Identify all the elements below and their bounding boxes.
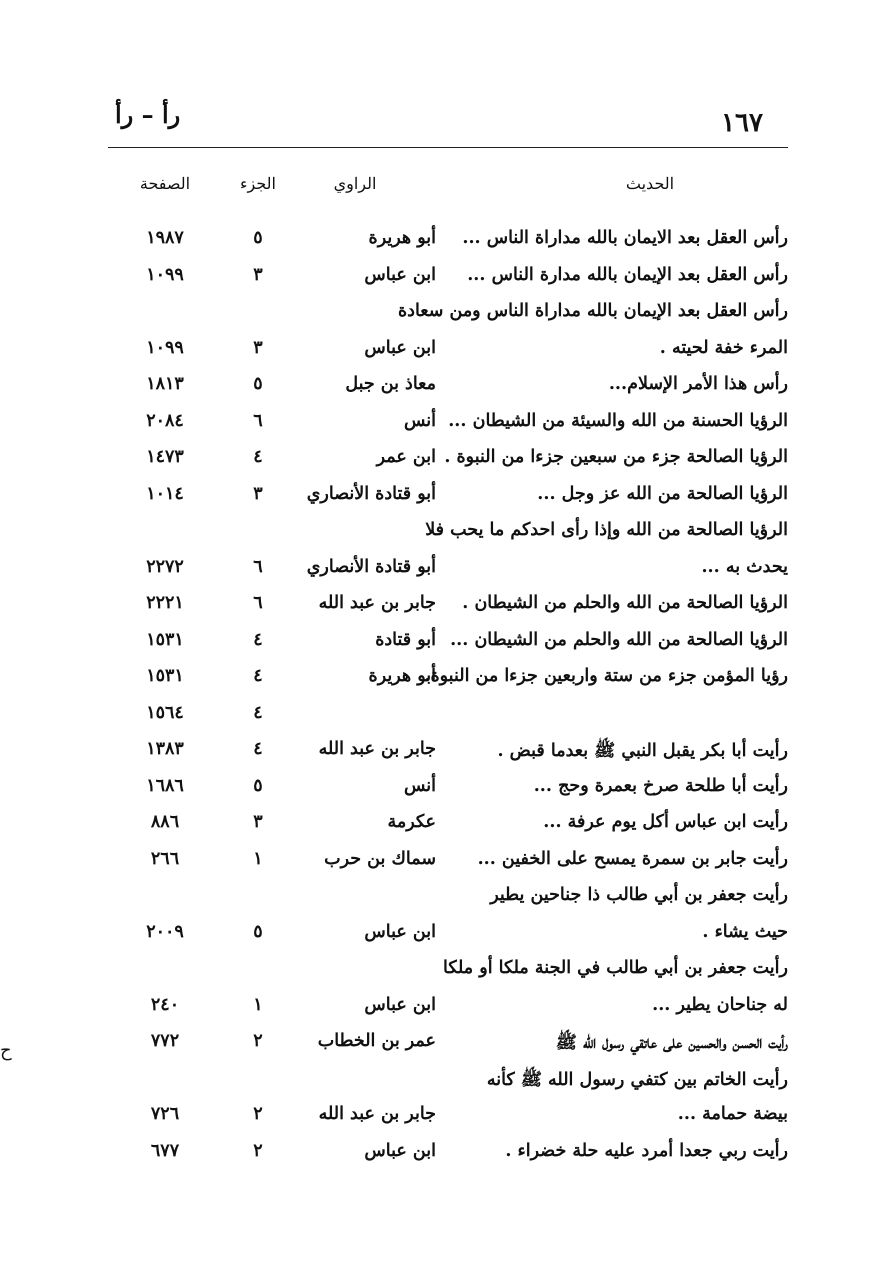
part-number: ٤ [253, 666, 263, 686]
part-number: ٣ [253, 812, 263, 832]
part-number: ٦ [253, 556, 263, 577]
hadith-text: رأيت الخاتم بين كتفي رسول الله ﷺ كأنه [486, 1069, 788, 1090]
part-number: ٤ [253, 702, 263, 723]
column-header-page: الصفحة [139, 174, 191, 193]
part-number: ٤ [253, 447, 263, 467]
table-row [0, 484, 891, 521]
hadith-text: رأيت جعفر بن أبي طالب في الجنة ملكا أو ملكا [442, 958, 788, 978]
table-row [0, 666, 891, 703]
narrator-name: أنس [403, 775, 436, 796]
narrator-name: جابر بن عبد الله [318, 739, 436, 759]
part-number: ٣ [253, 264, 263, 285]
hadith-text: الرؤيا الصالحة جزء من سبعين جزءا من النبوة . [444, 447, 788, 467]
hadith-text: رأس العقل بعد الايمان بالله مداراة الناس ... [462, 228, 788, 248]
table-row [0, 265, 891, 302]
table-row [0, 739, 891, 776]
part-number: ٦ [253, 593, 263, 613]
narrator-name: ابن عباس [364, 264, 436, 285]
narrator-name: جابر بن عبد الله [318, 593, 436, 613]
header-rule [108, 147, 788, 148]
hadith-text: الرؤيا الصالحة من الله والحلم من الشيطان ... [450, 629, 788, 650]
narrator-name: ابن عباس [364, 921, 436, 942]
narrator-name: أبو هريرة [368, 666, 436, 686]
table-row [0, 885, 891, 922]
page-number-cell: ١٥٦٤ [146, 702, 184, 723]
part-number: ٢ [253, 1140, 263, 1161]
page-number-cell: ١٠٩٩ [146, 337, 184, 358]
part-number: ٣ [253, 337, 263, 358]
table-row [0, 849, 891, 886]
table-row [0, 995, 891, 1032]
page-number-cell: ٢٢٧٢ [146, 556, 184, 577]
part-number: ٥ [253, 775, 263, 796]
table-row [0, 447, 891, 484]
part-number: ٥ [253, 228, 263, 248]
narrator-name: عكرمة [387, 812, 436, 832]
page-number-cell: ١٥٣١ [146, 666, 184, 686]
column-header-hadith: الحديث [625, 174, 675, 193]
table-row [0, 374, 891, 411]
narrator-name: عمر بن الخطاب [317, 1031, 436, 1051]
hadith-text: رأيت ابن عباس أكل يوم عرفة ... [543, 812, 788, 832]
hadith-text: الرؤيا الصالحة من الله وإذا رأى احدكم ما يحب فلا [425, 520, 788, 540]
narrator-name: ابن عباس [364, 994, 436, 1015]
table-row [0, 1104, 891, 1141]
table-row [0, 812, 891, 849]
hadith-text: له جناحان يطير ... [652, 994, 788, 1015]
part-number: ١ [253, 848, 263, 869]
hadith-text: رأيت الحسن والحسين على عاتقي رسول الله ﷺ [555, 1033, 788, 1053]
page-number-cell: ٧٧٢ [150, 1031, 180, 1051]
margin-mark: ح [0, 1040, 12, 1061]
table-row [0, 1068, 891, 1105]
page-number-cell: ٢٠٠٩ [146, 921, 184, 942]
hadith-text: يحدث به ... [701, 556, 788, 577]
page-number-cell: ١٤٧٣ [146, 447, 184, 467]
page-number-cell: ٢٦٦ [150, 848, 180, 869]
page-number-cell: ١٦٨٦ [146, 775, 184, 796]
running-head: رأ – رأ [115, 100, 181, 129]
part-number: ٢ [253, 1031, 263, 1051]
table-row [0, 958, 891, 995]
part-number: ١ [253, 994, 263, 1015]
hadith-text: الرؤيا الصالحة من الله والحلم من الشيطان . [462, 593, 788, 613]
hadith-text: رؤيا المؤمن جزء من ستة واربعين جزءا من النبوة. [424, 666, 788, 686]
page-number-cell: ٦٧٧ [150, 1140, 180, 1161]
table-row [0, 301, 891, 338]
narrator-name: جابر بن عبد الله [318, 1104, 436, 1124]
index-table [0, 228, 891, 1177]
table-row [0, 776, 891, 813]
page-number-cell: ٢٠٨٤ [146, 410, 184, 431]
narrator-name: أبو قتادة الأنصاري [306, 556, 436, 577]
part-number: ٤ [253, 629, 263, 650]
narrator-name: ابن عباس [364, 337, 436, 358]
table-row [0, 922, 891, 959]
narrator-name: ابن عباس [364, 1140, 436, 1161]
hadith-text: رأيت أبا بكر يقبل النبي ﷺ بعدما قبض . [497, 741, 788, 761]
hadith-text: رأس هذا الأمر الإسلام... [608, 374, 788, 394]
hadith-text: المرء خفة لحيته . [659, 337, 788, 358]
hadith-text: بيضة حمامة ... [677, 1104, 788, 1124]
table-row [0, 520, 891, 557]
hadith-text: رأيت جعفر بن أبي طالب ذا جناحين يطير [490, 885, 788, 905]
hadith-text: حيث يشاء . [702, 921, 788, 942]
page-number-cell: ١٠٩٩ [146, 264, 184, 285]
narrator-name: معاذ بن جبل [345, 374, 436, 394]
hadith-text: رأس العقل بعد الإيمان بالله مدارة الناس ... [467, 264, 788, 285]
page-number-cell: ٧٢٦ [150, 1104, 180, 1124]
page-number-cell: ٢٤٠ [150, 994, 180, 1015]
page-number: ١٦٧ [721, 108, 763, 138]
page-number-cell: ١٣٨٣ [146, 739, 184, 759]
narrator-name: أبو هريرة [368, 228, 436, 248]
part-number: ٦ [253, 410, 263, 431]
table-row [0, 228, 891, 265]
narrator-name: أبو قتادة الأنصاري [306, 483, 436, 504]
page-number-cell: ١٩٨٧ [146, 228, 184, 248]
table-row [0, 1031, 891, 1068]
table-row [0, 411, 891, 448]
hadith-text: رأيت جابر بن سمرة يمسح على الخفين ... [477, 848, 788, 869]
part-number: ٣ [253, 483, 263, 504]
table-row [0, 338, 891, 375]
part-number: ٢ [253, 1104, 263, 1124]
page-number-cell: ٨٨٦ [150, 812, 180, 832]
table-row [0, 630, 891, 667]
hadith-text: رأيت ربي جعدا أمرد عليه حلة خضراء . [505, 1140, 788, 1161]
table-row [0, 557, 891, 594]
page-number-cell: ١٠١٤ [146, 483, 184, 504]
table-row [0, 1141, 891, 1178]
hadith-text: رأيت أبا طلحة صرخ بعمرة وحج ... [533, 775, 788, 796]
narrator-name: سماك بن حرب [324, 848, 436, 869]
page-number-cell: ١٥٣١ [146, 629, 184, 650]
narrator-name: أنس [403, 410, 436, 431]
table-row [0, 593, 891, 630]
hadith-text: رأس العقل بعد الإيمان بالله مداراة الناس ومن سعادة [398, 301, 788, 321]
page-number-cell: ١٨١٣ [146, 374, 184, 394]
column-header-narrator: الراوي [333, 174, 377, 193]
narrator-name: أبو قتادة [375, 629, 436, 650]
page-number-cell: ٢٢٢١ [146, 593, 184, 613]
hadith-text: الرؤيا الصالحة من الله عز وجل ... [537, 483, 788, 504]
table-row [0, 703, 891, 740]
narrator-name: ابن عمر [376, 447, 436, 467]
part-number: ٥ [253, 374, 263, 394]
hadith-text: الرؤيا الحسنة من الله والسيئة من الشيطان ... [448, 410, 788, 431]
column-header-part: الجزء [240, 174, 276, 193]
part-number: ٥ [253, 921, 263, 942]
part-number: ٤ [253, 739, 263, 759]
